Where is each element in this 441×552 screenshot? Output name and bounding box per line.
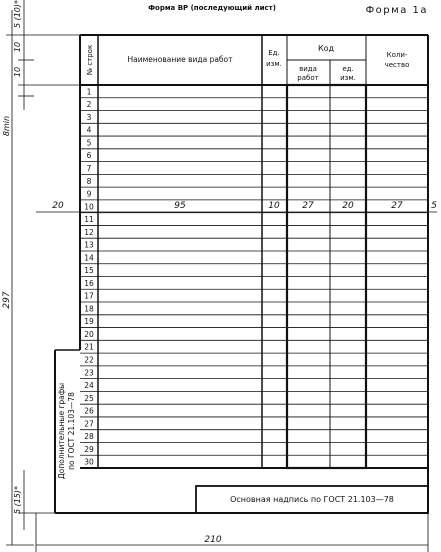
row-number: 25 [84,393,94,403]
header-work-name: Наименование вида работ [127,55,233,64]
row-number: 18 [84,304,94,314]
row-number: 13 [84,240,94,250]
dim-col-code-work: 27 [302,201,314,211]
row-number: 20 [84,329,94,339]
row-number: 19 [84,317,94,327]
dim-header-h2: 10 [13,66,22,78]
dim-left-margin: 20 [52,201,64,211]
side-label-line2: по ГОСТ 21.103—78 [67,392,76,470]
row-number: 4 [86,125,92,135]
row-number: 11 [84,215,94,225]
row-number: 16 [84,278,94,288]
header-code-unit-line1: ед. [342,65,354,73]
row-number: 17 [84,291,94,301]
row-number: 24 [84,381,94,391]
header-code-work-line2: работ [297,74,319,82]
title-block-label: Основная надпись по ГОСТ 21.103—78 [230,495,394,504]
row-number: 10 [84,202,94,212]
row-number: 9 [86,189,92,199]
header-code-work-line1: вида [299,65,317,73]
row-number-column [84,87,94,466]
row-number: 28 [84,432,94,442]
header-code-unit-line2: изм. [340,74,356,82]
table-grid [80,35,428,468]
header-quantity-line1: Коли- [386,51,408,59]
header-unit-line2: изм. [266,60,282,68]
dim-total-width: 210 [204,535,222,545]
row-number: 23 [84,368,94,378]
dim-bottom-margin: 5 (15)* [13,485,22,515]
row-number: 3 [86,112,92,122]
side-label-line1: Дополнительные графы [57,382,66,480]
dim-total-height: 297 [2,291,12,309]
dim-col-code-unit: 20 [342,201,354,211]
row-number: 26 [84,406,94,416]
row-number: 8 [86,176,92,186]
row-number: 5 [86,138,92,148]
header-quantity-line2: чество [384,61,410,69]
form-label: Форма 1а [365,5,428,16]
header-unit-line1: Ед. [268,49,280,57]
dim-right-margin: 5 [431,201,437,211]
row-number: 29 [84,444,94,454]
row-number: 15 [84,266,94,276]
dim-top-margin: 5 (10)* [13,0,22,29]
row-number: 27 [84,419,94,429]
dim-col-quantity: 27 [391,201,403,211]
row-number: 30 [84,457,94,467]
row-number: 21 [84,342,94,352]
row-number: 7 [86,163,92,173]
dim-row-min: 8min [2,115,11,137]
sheet-frame [55,35,428,513]
row-number: 2 [86,100,92,110]
dim-header-h1: 10 [13,41,22,53]
row-number: 6 [86,151,92,161]
dim-col-unit: 10 [268,201,280,211]
row-number: 14 [84,253,94,263]
column-headers [86,44,409,82]
row-number: 12 [84,227,94,237]
table-row-lines [80,98,428,455]
dim-col-name: 95 [174,201,186,211]
header-row-number: № строк [86,44,94,76]
document-title: Форма ВР (последующий лист) [148,4,276,12]
width-dimensions [36,206,437,218]
header-code: Код [317,44,335,53]
row-number: 22 [84,355,94,365]
row-number: 1 [86,87,92,97]
